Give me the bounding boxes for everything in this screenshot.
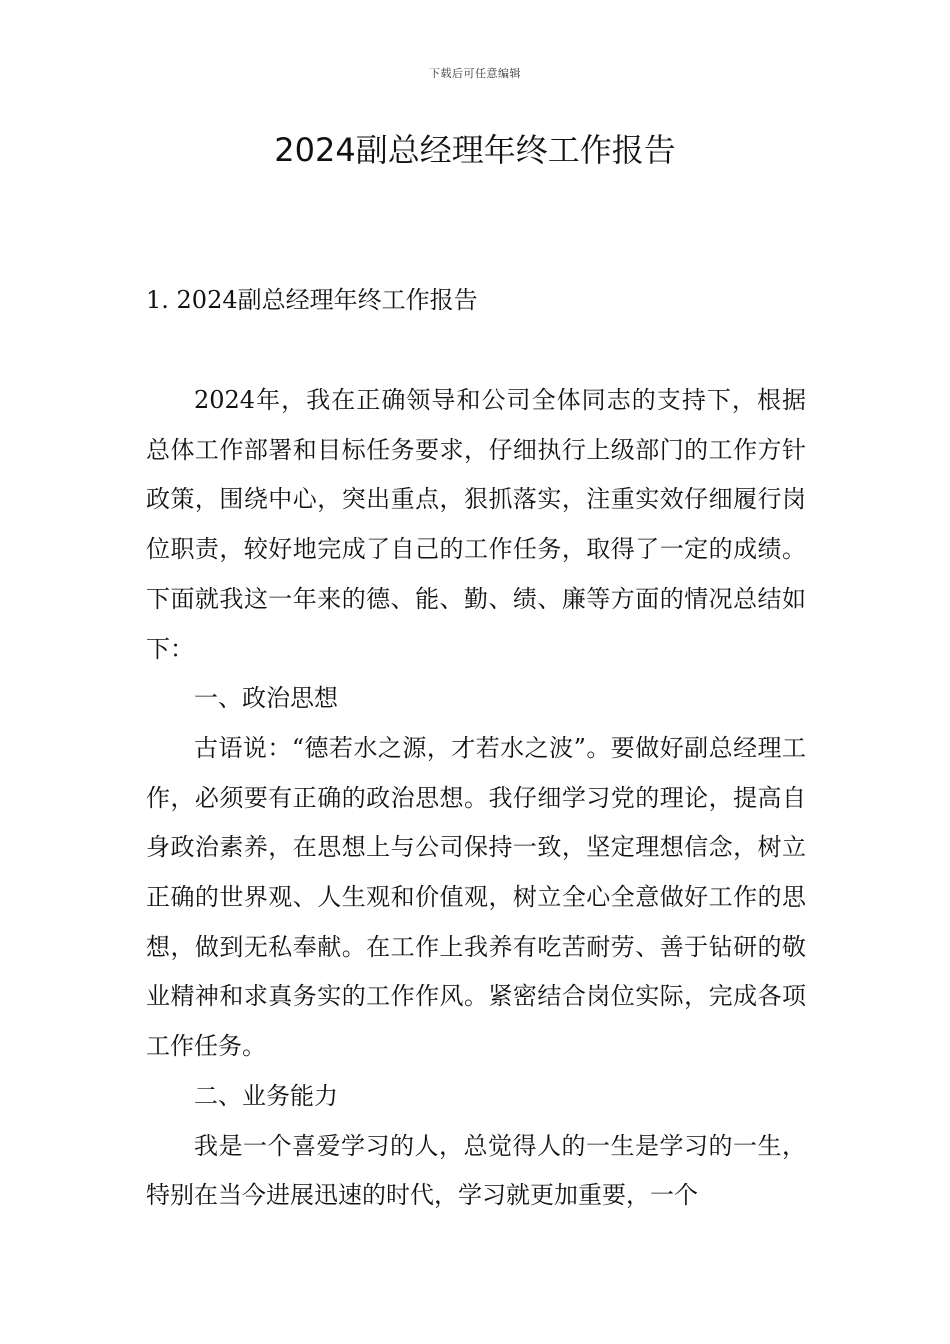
section-heading: 1. 2024副总经理年终工作报告: [146, 286, 478, 314]
header-note: 下载后可任意编辑: [429, 67, 521, 80]
document-body: [146, 376, 806, 1221]
document-title: 2024副总经理年终工作报告: [274, 131, 676, 169]
politics-paragraph: 古语说：“德若水之源，才若水之波”。要做好副总经理工作，必须要有正确的政治思想。我仔细学习党的理论，提高自身政治素养，在思想上与公司保持一致，坚定理想信念，树立正确的世界观、人生观和价值观，树立全心全意做好工作的思想，做到无私奉献。在工作上我养有吃苦耐劳、善于钻研的敬业精神和求真务实的工作作风。紧密结合岗位实际，完成各项工作任务。: [146, 733, 806, 1061]
ability-heading: 二、业务能力: [194, 1081, 338, 1110]
intro-paragraph: 2024年，我在正确领导和公司全体同志的支持下，根据总体工作部署和目标任务要求，仔细执行上级部门的工作方针政策，围绕中心，突出重点，狠抓落实，注重实效仔细履行岗位职责，较好地完成了自己的工作任务，取得了一定的成绩。下面就我这一年来的德、能、勤、绩、廉等方面的情况总结如下：: [146, 386, 806, 663]
politics-heading: 一、政治思想: [194, 684, 338, 713]
ability-paragraph: 我是一个喜爱学习的人，总觉得人的一生是学习的一生，特别在当今进展迅速的时代，学习就更加重要，一个: [146, 1131, 806, 1210]
